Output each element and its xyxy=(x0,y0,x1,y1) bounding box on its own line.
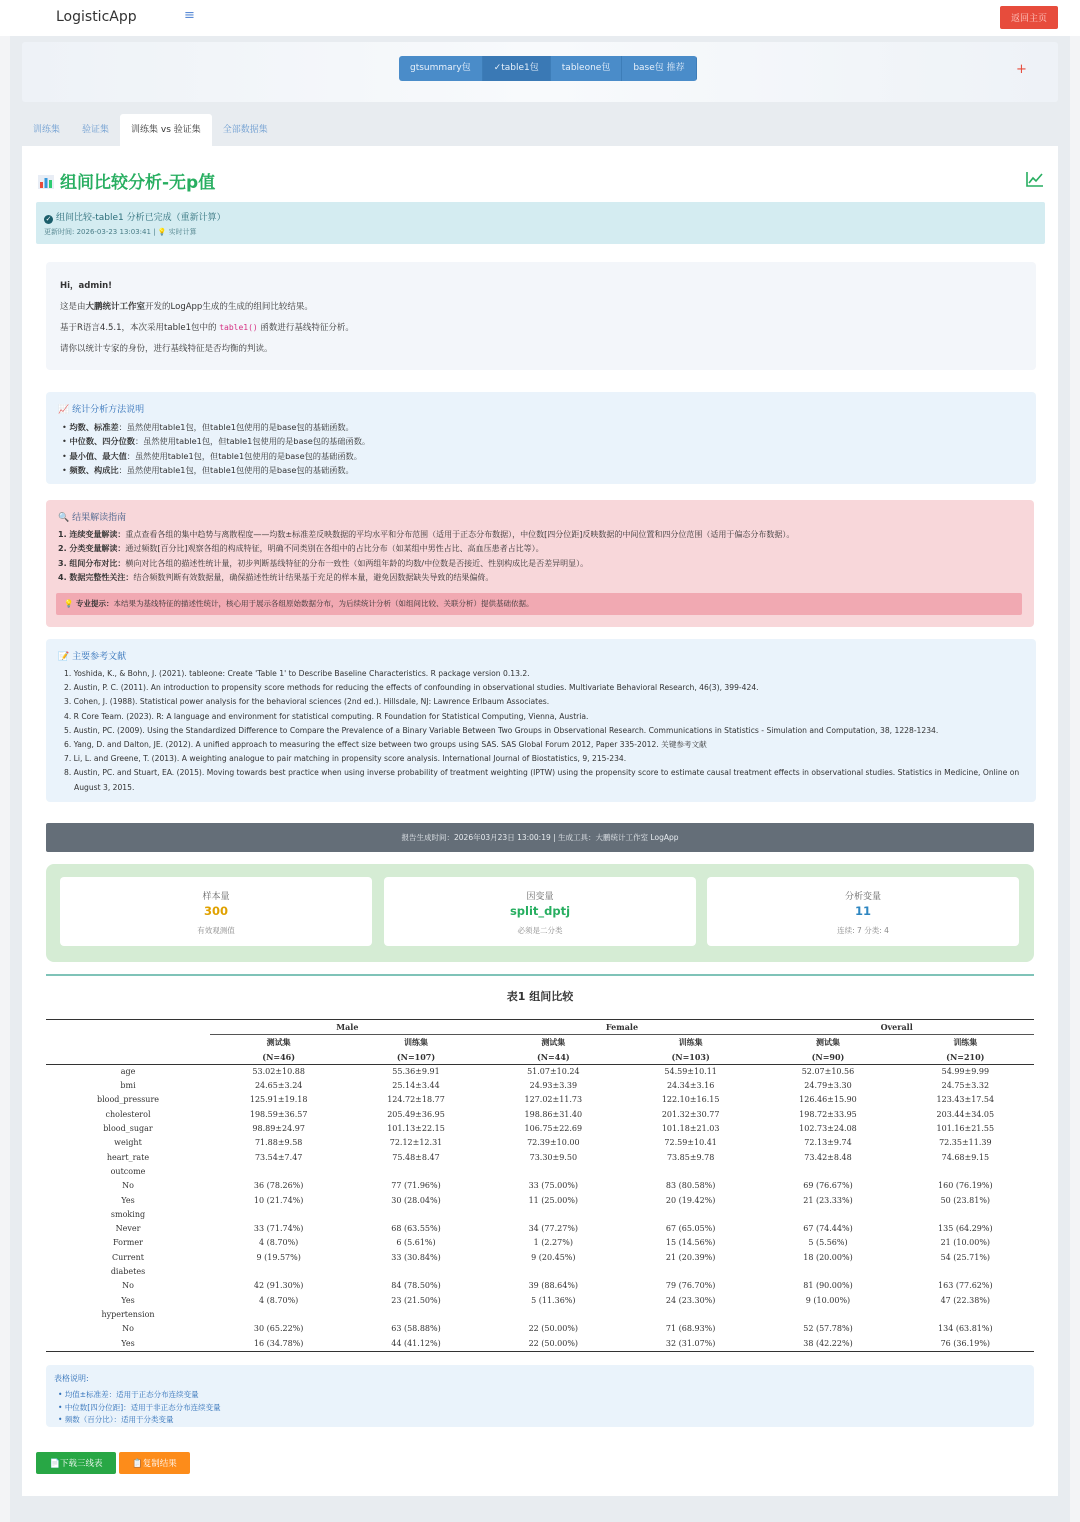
guide-term: 2. 分类变量解读： xyxy=(58,544,126,554)
main-panel xyxy=(22,146,1058,1496)
column-n: (N=44) xyxy=(485,1050,622,1065)
table-cell xyxy=(347,1165,484,1179)
table-cell: 30 (28.04%) xyxy=(391,1195,441,1205)
guide-desc: 通过频数[百分比]观察各组的构成特征，明确不同类别在各组中的占比分布（如某组中男性占比、高血压患者占比等）。 xyxy=(125,544,544,554)
table-cell: 52.07±10.56 xyxy=(801,1066,855,1076)
list-item xyxy=(58,542,794,556)
page-title-text: 组间比较分析-无p值 xyxy=(60,173,216,193)
table-cell: 160 (76.19%) xyxy=(938,1181,993,1191)
table-row xyxy=(46,1136,1034,1150)
table-cell xyxy=(622,1208,759,1222)
stat-value: 11 xyxy=(854,904,871,918)
table-cell: 101.18±21.03 xyxy=(661,1124,720,1134)
table-cell: 72.59±10.41 xyxy=(664,1138,717,1148)
references-section xyxy=(46,639,1036,802)
table-cell: 33 (71.74%) xyxy=(253,1224,304,1234)
stat-card-sample-size xyxy=(60,877,372,946)
stat-sub: 有效观测值 xyxy=(197,926,235,935)
bar-chart-icon xyxy=(38,175,54,189)
reference-item: 1. Yoshida, K., & Bohn, J. (2021). tableone: Create 'Table 1' to Describe Baseline Characteristics. R package version 0.13.2. xyxy=(64,669,530,678)
table-cell: 101.16±21.55 xyxy=(936,1124,995,1134)
stat-sub: 必须是二分类 xyxy=(517,926,563,935)
row-label: Former xyxy=(113,1238,143,1248)
stat-label: 样本量 xyxy=(202,892,230,902)
table-cell: 33 (75.00%) xyxy=(528,1181,579,1191)
method-term: 中位数、四分位数 xyxy=(69,436,135,447)
list-item xyxy=(58,557,794,571)
table-cell: 134 (63.81%) xyxy=(938,1324,993,1334)
table-cell: 101.13±22.15 xyxy=(387,1124,445,1134)
professional-tip xyxy=(56,593,1022,615)
stat-card-analysis-variables xyxy=(707,877,1019,946)
table-corner xyxy=(46,1020,210,1035)
table-cell: 73.85±9.78 xyxy=(666,1152,715,1162)
list-item xyxy=(58,571,794,585)
table-row xyxy=(46,1079,1034,1093)
table-cell: 126.46±15.90 xyxy=(799,1095,857,1105)
row-label: diabetes xyxy=(110,1267,146,1277)
table-cell xyxy=(759,1265,896,1279)
package-gtsummary-button[interactable]: gtsummary包 xyxy=(399,56,483,81)
table-cell: 54.59±10.11 xyxy=(664,1066,717,1076)
table-cell: 24.79±3.30 xyxy=(804,1081,852,1091)
status-alert xyxy=(36,202,1045,244)
table-cell: 51.07±10.24 xyxy=(527,1066,580,1076)
table-cell: 77 (71.96%) xyxy=(391,1181,441,1191)
line-chart-icon[interactable] xyxy=(1026,171,1044,187)
method-term: 频数、构成比 xyxy=(69,464,119,475)
table-cell: 30 (65.22%) xyxy=(253,1324,304,1334)
table-cell: 205.49±36.95 xyxy=(387,1109,445,1119)
group-overall-header: Overall xyxy=(759,1020,1034,1035)
status-message-text: 组间比较-table1 分析已完成（重新计算） xyxy=(56,213,226,223)
column-n: (N=90) xyxy=(759,1050,896,1065)
table-cell: 163 (77.62%) xyxy=(938,1281,993,1291)
summary-stats xyxy=(46,864,1034,962)
column-n: (N=107) xyxy=(347,1050,484,1065)
table-cell: 72.39±10.00 xyxy=(527,1138,580,1148)
guide-term: 3. 组间分布对比： xyxy=(58,558,126,568)
status-message xyxy=(44,210,226,224)
table-cell: 55.36±9.91 xyxy=(392,1066,440,1076)
table-cell xyxy=(622,1265,759,1279)
table-cell: 5 (11.36%) xyxy=(531,1295,576,1305)
hamburger-menu-icon[interactable]: ≡ xyxy=(184,8,195,23)
column-header: 测试集 xyxy=(815,1037,840,1048)
method-term: 最小值、最大值 xyxy=(69,450,127,461)
row-label: Yes xyxy=(46,1337,210,1352)
row-label: No xyxy=(122,1281,134,1291)
table-row xyxy=(46,1222,1034,1236)
table-cell xyxy=(759,1308,896,1322)
package-table1-button[interactable]: ✓table1包 xyxy=(483,56,551,81)
method-section xyxy=(46,392,1036,484)
table-cell xyxy=(485,1308,622,1322)
greeting-line-1 xyxy=(60,300,313,312)
package-base-button[interactable]: base包 推荐 xyxy=(622,56,696,81)
table-cell xyxy=(347,1265,484,1279)
report-footer-bar: 报告生成时间：2026年03月23日 13:00:19 | 生成工具：大鹏统计工作室 LogApp xyxy=(46,823,1034,852)
table-cell xyxy=(485,1165,622,1179)
table-cell: 24.34±3.16 xyxy=(666,1081,715,1091)
table-cell: 9 (20.45%) xyxy=(531,1252,576,1262)
table-row xyxy=(46,1165,1034,1179)
table-cell xyxy=(622,1308,759,1322)
package-button-group xyxy=(399,56,697,81)
table-cell: 74.68±9.15 xyxy=(941,1152,990,1162)
group-male-header: Male xyxy=(210,1020,485,1035)
table-cell: 44 (41.12%) xyxy=(347,1337,484,1352)
table-cell xyxy=(485,1208,622,1222)
guide-title: 🔍 结果解读指南 xyxy=(58,513,127,523)
greeting-box xyxy=(46,262,1036,370)
table-row xyxy=(46,1337,1034,1352)
references-title: 📝 主要参考文献 xyxy=(58,652,127,662)
greeting-line-3: 请你以统计专家的身份，进行基线特征是否均衡的判读。 xyxy=(60,344,273,354)
table-cell: 67 (74.44%) xyxy=(803,1224,853,1234)
table-cell xyxy=(897,1165,1034,1179)
table-cell: 106.75±22.69 xyxy=(524,1124,583,1134)
status-updated-time: 更新时间: 2026-03-23 13:03:41 | 💡 实时计算 xyxy=(44,228,197,236)
table-cell: 20 (19.42%) xyxy=(665,1195,716,1205)
package-selector-bar xyxy=(22,42,1058,102)
guide-term: 4. 数据完整性关注： xyxy=(58,572,134,582)
page-title xyxy=(38,168,215,193)
table-cell: 22 (50.00%) xyxy=(485,1337,622,1352)
tab-training[interactable]: 训练集 xyxy=(33,125,61,135)
table-row xyxy=(46,1093,1034,1107)
table-cell xyxy=(897,1208,1034,1222)
table-body xyxy=(46,1064,1034,1351)
table-cell xyxy=(347,1308,484,1322)
row-label: Yes xyxy=(121,1295,135,1305)
table-cell xyxy=(759,1165,896,1179)
greeting-line-2-post: 函数进行基线特征分析。 xyxy=(257,323,354,333)
table-cell: 1 (2.27%) xyxy=(533,1238,573,1248)
interpretation-guide xyxy=(46,500,1034,627)
table-cell xyxy=(485,1265,622,1279)
table-cell: 198.59±36.57 xyxy=(249,1109,308,1119)
table-row xyxy=(46,1279,1034,1293)
download-table-button[interactable]: 📄下载三线表 xyxy=(36,1452,116,1474)
reference-item: 7. Li, L. and Greene, T. (2013). A weighting analogue to pair matching in propensity score analysis. International Journal of Biostatistics, 9, 215-234. xyxy=(64,754,627,764)
column-n: (N=103) xyxy=(622,1050,759,1065)
guide-desc: 横向对比各组的描述性统计量，初步判断基线特征的分布一致性（如两组年龄的均数/中位数是否接近、性别构成比是否差异明显）。 xyxy=(125,558,589,568)
table-title: 表1 组间比较 xyxy=(506,990,574,1003)
table-cell: 98.89±24.97 xyxy=(252,1124,305,1134)
row-label: blood_sugar xyxy=(103,1124,153,1134)
row-label: age xyxy=(120,1066,136,1076)
table-row xyxy=(46,1179,1034,1193)
row-label: outcome xyxy=(110,1166,146,1176)
column-header: 测试集 xyxy=(541,1037,566,1048)
greeting-code: table1() xyxy=(219,323,258,332)
table-cell: 15 (14.56%) xyxy=(665,1238,716,1248)
back-home-button[interactable]: 返回主页 xyxy=(1000,6,1058,29)
copy-results-button[interactable]: 📋复制结果 xyxy=(119,1452,190,1474)
table-row xyxy=(46,1194,1034,1208)
table-cell: 135 (64.29%) xyxy=(938,1224,993,1234)
table-cell: 5 (5.56%) xyxy=(808,1238,848,1248)
table-cell: 50 (23.81%) xyxy=(940,1195,991,1205)
table-cell: 21 (23.33%) xyxy=(803,1195,853,1205)
table-row xyxy=(46,1208,1034,1222)
row-label: smoking xyxy=(110,1209,146,1219)
row-label: Current xyxy=(111,1252,145,1262)
table-cell: 127.02±11.73 xyxy=(524,1095,583,1105)
table-cell: 69 (76.67%) xyxy=(803,1181,853,1191)
method-desc: ：虽然使用table1包，但table1包使用的是base包的基础函数。 xyxy=(118,422,354,432)
table-notes xyxy=(46,1365,1034,1427)
tip-text: 本结果为基线特征的描述性统计，核心用于展示各组原始数据分布，为后续统计分析（如组间比较、关联分析）提供基础依据。 xyxy=(113,599,534,608)
table-cell: 76 (36.19%) xyxy=(897,1337,1034,1352)
row-label: No xyxy=(122,1181,134,1191)
tab-validation[interactable]: 验证集 xyxy=(82,125,110,135)
method-title: 📈 统计分析方法说明 xyxy=(58,405,145,415)
table-cell: 67 (65.05%) xyxy=(665,1224,716,1234)
list-item xyxy=(62,449,370,463)
row-label: blood_pressure xyxy=(96,1095,160,1105)
table-cell: 63 (58.88%) xyxy=(391,1324,441,1334)
table-cell: 4 (8.70%) xyxy=(259,1295,299,1305)
table-cell: 32 (31.07%) xyxy=(622,1337,759,1352)
guide-desc: 重点查看各组的集中趋势与离散程度——均数±标准差反映数据的平均水平和分布范围（适用于正态分布数据），中位数[四分位距]反映数据的中间位置和四分位范围（适用于偏态分布数据）。 xyxy=(125,530,795,539)
list-item xyxy=(58,528,794,542)
table-cell: 6 (5.61%) xyxy=(396,1238,436,1248)
check-circle-icon: ✓ xyxy=(45,215,52,223)
table-row xyxy=(46,1265,1034,1279)
table-cell: 47 (22.38%) xyxy=(940,1295,991,1305)
table-cell: 83 (80.58%) xyxy=(665,1181,716,1191)
table-cell: 24.93±3.39 xyxy=(529,1081,578,1091)
table-cell: 52 (57.78%) xyxy=(803,1324,853,1334)
table-cell: 122.10±16.15 xyxy=(661,1095,720,1105)
table-cell xyxy=(210,1165,347,1179)
method-term: 均数、标准差 xyxy=(69,422,119,432)
row-label: weight xyxy=(114,1138,142,1148)
list-item xyxy=(62,434,370,448)
column-n: (N=210) xyxy=(897,1050,1034,1065)
package-tableone-button[interactable]: tableone包 xyxy=(551,56,623,81)
greeting-line-2-pre: 基于R语言4.5.1，本次采用table1包中的 xyxy=(60,323,220,333)
table-cell: 11 (25.00%) xyxy=(528,1195,579,1205)
table-cell: 9 (10.00%) xyxy=(805,1295,851,1305)
row-label: heart_rate xyxy=(106,1152,150,1162)
dataset-tabs xyxy=(22,114,279,146)
table-cell: 23 (21.50%) xyxy=(391,1295,441,1305)
table-cell: 39 (88.64%) xyxy=(528,1281,579,1291)
table-cell: 10 (21.74%) xyxy=(253,1195,304,1205)
tip-term: 💡 专业提示： xyxy=(64,599,114,608)
table-cell: 124.72±18.77 xyxy=(387,1095,445,1105)
table-cell: 38 (42.22%) xyxy=(759,1337,896,1352)
reference-item: 8. Austin, PC. and Stuart, EA. (2015). Moving towards best practice when using inverse probability of treatment weighting (IPTW) using the propensity score to estimate causal treatment effects in observational studies. Statistics in Medicine, Online on August 3, 2015. xyxy=(64,768,1020,792)
reference-item: 4. R Core Team. (2023). R: A language and environment for statistical computing. R Foundation for Statistical Computing, Vienna, Austria. xyxy=(64,711,589,721)
method-desc: ：虽然使用table1包，但table1包使用的是base包的基础函数。 xyxy=(126,450,362,461)
row-label: hypertension xyxy=(101,1309,155,1319)
guide-list xyxy=(58,528,794,585)
greeting-line-1-pre: 这是由 xyxy=(60,302,86,312)
table-cell: 68 (63.55%) xyxy=(391,1224,441,1234)
table-cell: 24 (23.30%) xyxy=(665,1295,716,1305)
table-cell: 24.75±3.32 xyxy=(941,1081,990,1091)
stat-card-dependent-variable xyxy=(384,877,696,946)
greeting-hi: Hi，admin! xyxy=(60,281,113,291)
table-cell xyxy=(210,1208,347,1222)
stat-sub: 连续: 7 分类: 4 xyxy=(837,926,889,935)
table-row xyxy=(46,1308,1034,1322)
plus-icon[interactable]: + xyxy=(1016,62,1027,77)
column-header: 训练集 xyxy=(403,1037,428,1048)
table-cell xyxy=(622,1165,759,1179)
guide-desc: 结合频数判断有效数据量，确保描述性统计结果基于充足的样本量，避免因数据缺失导致的结果偏倚。 xyxy=(133,572,494,582)
reference-item: 6. Yang, D. and Dalton, JE. (2012). A unified approach to measuring the effect size between two groups using SAS. SAS Global Forum 2012, Paper 335-2012. 关键参考文献 xyxy=(64,740,707,750)
method-list xyxy=(62,420,370,477)
reference-item: 2. Austin, P. C. (2011). An introduction to propensity score methods for reducing the effects of confounding in observational studies. Multivariate Behavioral Research, 46(3), 399-424. xyxy=(64,683,759,693)
table-row xyxy=(46,1294,1034,1308)
table-cell: 71 (68.93%) xyxy=(665,1324,716,1334)
table-cell: 72.35±11.39 xyxy=(939,1138,992,1148)
table-cell: 198.72±33.95 xyxy=(799,1109,857,1119)
reference-item: 5. Austin, PC. (2009). Using the Standardized Difference to Compare the Prevalence of a Binary Variable Between Two Groups in Observational Research. Communications in Statistics - Simulation and Computation, 38, 1228-1234. xyxy=(64,725,939,735)
stat-value: split_dptj xyxy=(509,904,571,918)
list-item: • 均值±标准差：适用于正态分布连续变量 xyxy=(58,1389,221,1402)
table-row xyxy=(46,1322,1034,1336)
table-cell: 73.42±8.48 xyxy=(804,1152,852,1162)
stat-label: 分析变量 xyxy=(844,892,881,902)
table-cell: 22 (50.00%) xyxy=(528,1324,579,1334)
table-cell: 123.43±17.54 xyxy=(936,1095,995,1105)
table-subheader xyxy=(46,1035,1034,1050)
table-corner xyxy=(46,1050,210,1065)
list-item xyxy=(62,420,370,434)
table-row xyxy=(46,1064,1034,1079)
list-item xyxy=(62,463,370,477)
notes-list xyxy=(58,1389,221,1427)
table-cell: 21 (20.39%) xyxy=(665,1252,716,1262)
table-cell xyxy=(347,1208,484,1222)
table-cell: 73.54±7.47 xyxy=(254,1152,303,1162)
row-label: cholesterol xyxy=(105,1109,151,1119)
comparison-table xyxy=(46,1019,1034,1352)
table-cell: 54 (25.71%) xyxy=(940,1252,991,1262)
table-cell: 81 (90.00%) xyxy=(803,1281,853,1291)
table-cell: 203.44±34.05 xyxy=(936,1109,995,1119)
table-row xyxy=(46,1236,1034,1250)
table-cell: 198.86±31.40 xyxy=(524,1109,583,1119)
table-cell: 73.30±9.50 xyxy=(529,1152,578,1162)
table-cell: 9 (19.57%) xyxy=(256,1252,301,1262)
section-divider xyxy=(46,974,1034,976)
table-row xyxy=(46,1251,1034,1265)
table-cell: 25.14±3.44 xyxy=(392,1081,440,1091)
tab-all-data[interactable]: 全部数据集 xyxy=(222,125,268,135)
notes-title: 表格说明: xyxy=(54,1374,89,1383)
table-cell: 42 (91.30%) xyxy=(253,1281,304,1291)
table-cell: 34 (77.27%) xyxy=(528,1224,579,1234)
table-cell: 36 (78.26%) xyxy=(253,1181,304,1191)
row-label: Yes xyxy=(121,1195,135,1205)
tab-training-vs-validation[interactable]: 训练集 vs 验证集 xyxy=(120,114,212,146)
table-cell: 201.32±30.77 xyxy=(661,1109,720,1119)
method-desc: ：虽然使用table1包，但table1包使用的是base包的基础函数。 xyxy=(118,464,354,475)
table-cell: 72.12±12.31 xyxy=(389,1138,443,1148)
reference-list xyxy=(64,667,1026,795)
table-cell: 18 (20.00%) xyxy=(803,1252,853,1262)
table-cell: 102.73±24.08 xyxy=(799,1124,857,1134)
table-cell: 84 (78.50%) xyxy=(391,1281,441,1291)
table-cell xyxy=(897,1308,1034,1322)
greeting-line-1-post: 开发的LogApp生成的生成的组间比较结果。 xyxy=(145,302,313,312)
table-cell xyxy=(759,1208,896,1222)
table-cell: 125.91±19.18 xyxy=(249,1095,308,1105)
row-label: Never xyxy=(115,1224,141,1234)
reference-item: 3. Cohen, J. (1988). Statistical power analysis for the behavioral sciences (2nd ed.). Hillsdale, NJ: Lawrence Erlbaum Associates. xyxy=(64,697,550,707)
table-cell: 4 (8.70%) xyxy=(259,1238,299,1248)
table-cell: 71.88±9.58 xyxy=(254,1138,303,1148)
table-cell: 33 (30.84%) xyxy=(391,1252,441,1262)
list-item: • 中位数[四分位距]：适用于非正态分布连续变量 xyxy=(58,1402,221,1415)
table-cell xyxy=(210,1265,347,1279)
table-cell: 21 (10.00%) xyxy=(940,1238,991,1248)
table-row xyxy=(46,1108,1034,1122)
greeting-line-2 xyxy=(60,321,354,333)
table-corner xyxy=(46,1035,210,1050)
greeting-line-1-bold: 大鹏统计工作室 xyxy=(85,302,146,312)
column-header: 训练集 xyxy=(678,1037,703,1048)
guide-term: 1. 连续变量解读： xyxy=(58,530,126,539)
table-group-header xyxy=(46,1020,1034,1035)
table-cell: 79 (76.70%) xyxy=(665,1281,716,1291)
stat-value: 300 xyxy=(203,904,228,918)
table-cell xyxy=(897,1265,1034,1279)
list-item: • 频数（百分比）：适用于分类变量 xyxy=(58,1414,221,1427)
table-cell: 54.99±9.99 xyxy=(941,1066,990,1076)
row-label: bmi xyxy=(120,1081,136,1091)
column-header: 训练集 xyxy=(953,1037,978,1048)
table-n-row xyxy=(46,1050,1034,1065)
table-row xyxy=(46,1151,1034,1165)
app-brand[interactable]: LogisticApp xyxy=(56,9,137,25)
table-cell: 72.13±9.74 xyxy=(804,1138,852,1148)
table-cell: 24.65±3.24 xyxy=(254,1081,303,1091)
stat-label: 因变量 xyxy=(526,892,554,902)
table-cell xyxy=(210,1308,347,1322)
table-cell: 16 (34.78%) xyxy=(210,1337,347,1352)
top-navbar xyxy=(0,0,1080,36)
column-n: (N=46) xyxy=(210,1050,347,1065)
table-cell: 53.02±10.88 xyxy=(252,1066,305,1076)
table-cell: 75.48±8.47 xyxy=(392,1152,440,1162)
column-header: 测试集 xyxy=(266,1037,291,1048)
table-row xyxy=(46,1122,1034,1136)
group-female-header: Female xyxy=(485,1020,760,1035)
row-label: No xyxy=(122,1324,134,1334)
method-desc: ：虽然使用table1包，但table1包使用的是base包的基础函数。 xyxy=(134,436,371,447)
